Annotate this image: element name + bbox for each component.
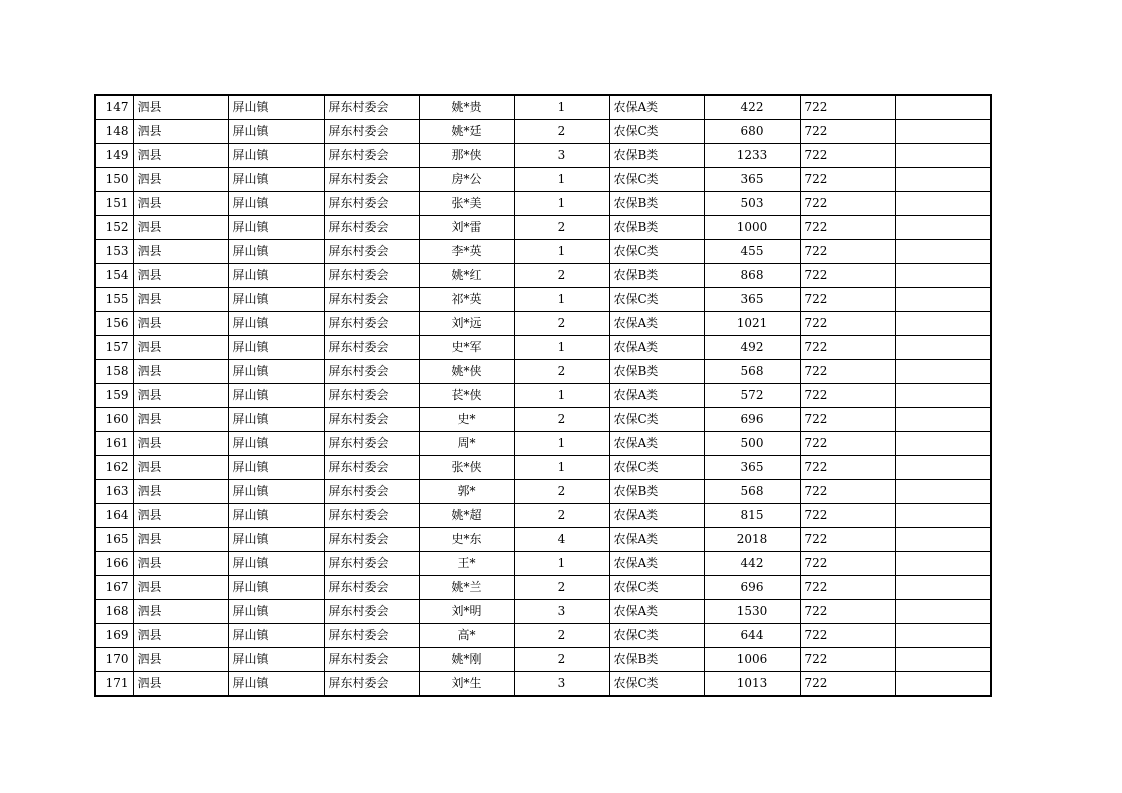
household-count-cell: 1 [514, 168, 609, 192]
row-number-cell: 154 [95, 264, 133, 288]
household-count-cell: 1 [514, 288, 609, 312]
row-number-cell: 155 [95, 288, 133, 312]
town-cell: 屏山镇 [228, 408, 324, 432]
household-count-cell: 2 [514, 480, 609, 504]
village-committee-cell: 屏东村委会 [324, 384, 419, 408]
village-committee-cell: 屏东村委会 [324, 528, 419, 552]
county-cell: 泗县 [133, 95, 228, 120]
village-committee-cell: 屏东村委会 [324, 216, 419, 240]
row-number-cell: 166 [95, 552, 133, 576]
name-cell: 姚*红 [419, 264, 514, 288]
table-body [95, 95, 991, 696]
village-committee-cell: 屏东村委会 [324, 672, 419, 697]
insurance-type-cell: 农保A类 [609, 600, 704, 624]
table-row [95, 144, 991, 168]
name-cell: 那*侠 [419, 144, 514, 168]
insurance-type-cell: 农保C类 [609, 624, 704, 648]
table-row [95, 312, 991, 336]
household-count-cell: 1 [514, 95, 609, 120]
county-cell: 泗县 [133, 168, 228, 192]
village-committee-cell: 屏东村委会 [324, 312, 419, 336]
row-number-cell: 152 [95, 216, 133, 240]
note-cell [895, 95, 991, 120]
standard-cell: 722 [800, 648, 895, 672]
note-cell [895, 624, 991, 648]
standard-cell: 722 [800, 576, 895, 600]
name-cell: 姚*贵 [419, 95, 514, 120]
standard-cell: 722 [800, 432, 895, 456]
insurance-type-cell: 农保B类 [609, 648, 704, 672]
county-cell: 泗县 [133, 360, 228, 384]
table-row [95, 384, 991, 408]
amount-cell: 1000 [704, 216, 800, 240]
village-committee-cell: 屏东村委会 [324, 240, 419, 264]
amount-cell: 696 [704, 408, 800, 432]
standard-cell: 722 [800, 120, 895, 144]
household-count-cell: 2 [514, 408, 609, 432]
row-number-cell: 157 [95, 336, 133, 360]
amount-cell: 365 [704, 456, 800, 480]
standard-cell: 722 [800, 264, 895, 288]
amount-cell: 644 [704, 624, 800, 648]
standard-cell: 722 [800, 168, 895, 192]
town-cell: 屏山镇 [228, 240, 324, 264]
household-count-cell: 1 [514, 336, 609, 360]
standard-cell: 722 [800, 624, 895, 648]
note-cell [895, 432, 991, 456]
household-count-cell: 2 [514, 312, 609, 336]
table-row [95, 120, 991, 144]
insurance-type-cell: 农保C类 [609, 240, 704, 264]
village-committee-cell: 屏东村委会 [324, 480, 419, 504]
name-cell: 张*侠 [419, 456, 514, 480]
name-cell: 姚*刚 [419, 648, 514, 672]
note-cell [895, 216, 991, 240]
county-cell: 泗县 [133, 504, 228, 528]
household-count-cell: 1 [514, 456, 609, 480]
row-number-cell: 168 [95, 600, 133, 624]
name-cell: 刘*雷 [419, 216, 514, 240]
name-cell: 史*军 [419, 336, 514, 360]
standard-cell: 722 [800, 672, 895, 697]
standard-cell: 722 [800, 528, 895, 552]
county-cell: 泗县 [133, 336, 228, 360]
table-row [95, 672, 991, 697]
county-cell: 泗县 [133, 576, 228, 600]
row-number-cell: 150 [95, 168, 133, 192]
town-cell: 屏山镇 [228, 360, 324, 384]
table-row [95, 504, 991, 528]
note-cell [895, 288, 991, 312]
data-table [94, 94, 992, 697]
standard-cell: 722 [800, 95, 895, 120]
standard-cell: 722 [800, 384, 895, 408]
table-row [95, 288, 991, 312]
row-number-cell: 165 [95, 528, 133, 552]
village-committee-cell: 屏东村委会 [324, 624, 419, 648]
town-cell: 屏山镇 [228, 600, 324, 624]
amount-cell: 868 [704, 264, 800, 288]
county-cell: 泗县 [133, 552, 228, 576]
town-cell: 屏山镇 [228, 624, 324, 648]
household-count-cell: 1 [514, 552, 609, 576]
table-row [95, 480, 991, 504]
table-row [95, 648, 991, 672]
household-count-cell: 2 [514, 264, 609, 288]
name-cell: 史* [419, 408, 514, 432]
name-cell: 姚*侠 [419, 360, 514, 384]
town-cell: 屏山镇 [228, 528, 324, 552]
amount-cell: 455 [704, 240, 800, 264]
town-cell: 屏山镇 [228, 312, 324, 336]
amount-cell: 680 [704, 120, 800, 144]
note-cell [895, 144, 991, 168]
county-cell: 泗县 [133, 120, 228, 144]
row-number-cell: 153 [95, 240, 133, 264]
village-committee-cell: 屏东村委会 [324, 192, 419, 216]
table-row [95, 264, 991, 288]
town-cell: 屏山镇 [228, 216, 324, 240]
name-cell: 高* [419, 624, 514, 648]
name-cell: 苌*侠 [419, 384, 514, 408]
table-row [95, 192, 991, 216]
amount-cell: 1006 [704, 648, 800, 672]
amount-cell: 1233 [704, 144, 800, 168]
household-count-cell: 2 [514, 576, 609, 600]
note-cell [895, 384, 991, 408]
insurance-type-cell: 农保C类 [609, 168, 704, 192]
town-cell: 屏山镇 [228, 504, 324, 528]
name-cell: 姚*廷 [419, 120, 514, 144]
town-cell: 屏山镇 [228, 168, 324, 192]
row-number-cell: 162 [95, 456, 133, 480]
town-cell: 屏山镇 [228, 432, 324, 456]
insurance-type-cell: 农保B类 [609, 192, 704, 216]
county-cell: 泗县 [133, 264, 228, 288]
village-committee-cell: 屏东村委会 [324, 360, 419, 384]
insurance-type-cell: 农保C类 [609, 408, 704, 432]
name-cell: 姚*兰 [419, 576, 514, 600]
row-number-cell: 161 [95, 432, 133, 456]
insurance-type-cell: 农保A类 [609, 504, 704, 528]
county-cell: 泗县 [133, 216, 228, 240]
insurance-type-cell: 农保A类 [609, 552, 704, 576]
town-cell: 屏山镇 [228, 456, 324, 480]
row-number-cell: 156 [95, 312, 133, 336]
amount-cell: 696 [704, 576, 800, 600]
town-cell: 屏山镇 [228, 672, 324, 697]
row-number-cell: 148 [95, 120, 133, 144]
town-cell: 屏山镇 [228, 95, 324, 120]
village-committee-cell: 屏东村委会 [324, 144, 419, 168]
amount-cell: 503 [704, 192, 800, 216]
note-cell [895, 600, 991, 624]
insurance-type-cell: 农保A类 [609, 384, 704, 408]
amount-cell: 568 [704, 360, 800, 384]
standard-cell: 722 [800, 600, 895, 624]
household-count-cell: 1 [514, 384, 609, 408]
insurance-type-cell: 农保A类 [609, 336, 704, 360]
standard-cell: 722 [800, 288, 895, 312]
note-cell [895, 360, 991, 384]
table-row [95, 624, 991, 648]
town-cell: 屏山镇 [228, 264, 324, 288]
amount-cell: 1530 [704, 600, 800, 624]
row-number-cell: 169 [95, 624, 133, 648]
row-number-cell: 164 [95, 504, 133, 528]
village-committee-cell: 屏东村委会 [324, 168, 419, 192]
standard-cell: 722 [800, 336, 895, 360]
town-cell: 屏山镇 [228, 384, 324, 408]
insurance-type-cell: 农保B类 [609, 264, 704, 288]
table-row [95, 600, 991, 624]
insurance-type-cell: 农保A类 [609, 95, 704, 120]
row-number-cell: 170 [95, 648, 133, 672]
county-cell: 泗县 [133, 240, 228, 264]
insurance-type-cell: 农保C类 [609, 576, 704, 600]
village-committee-cell: 屏东村委会 [324, 456, 419, 480]
standard-cell: 722 [800, 552, 895, 576]
insurance-type-cell: 农保C类 [609, 672, 704, 697]
household-count-cell: 1 [514, 192, 609, 216]
county-cell: 泗县 [133, 144, 228, 168]
household-count-cell: 3 [514, 144, 609, 168]
village-committee-cell: 屏东村委会 [324, 408, 419, 432]
insurance-type-cell: 农保A类 [609, 312, 704, 336]
village-committee-cell: 屏东村委会 [324, 288, 419, 312]
household-count-cell: 2 [514, 648, 609, 672]
county-cell: 泗县 [133, 312, 228, 336]
name-cell: 郭* [419, 480, 514, 504]
village-committee-cell: 屏东村委会 [324, 576, 419, 600]
note-cell [895, 480, 991, 504]
name-cell: 刘*远 [419, 312, 514, 336]
name-cell: 张*美 [419, 192, 514, 216]
note-cell [895, 408, 991, 432]
standard-cell: 722 [800, 216, 895, 240]
amount-cell: 2018 [704, 528, 800, 552]
village-committee-cell: 屏东村委会 [324, 336, 419, 360]
row-number-cell: 151 [95, 192, 133, 216]
insurance-type-cell: 农保A类 [609, 432, 704, 456]
table-row [95, 336, 991, 360]
note-cell [895, 528, 991, 552]
village-committee-cell: 屏东村委会 [324, 432, 419, 456]
table-row [95, 432, 991, 456]
household-count-cell: 1 [514, 432, 609, 456]
household-count-cell: 4 [514, 528, 609, 552]
note-cell [895, 312, 991, 336]
household-count-cell: 3 [514, 672, 609, 697]
standard-cell: 722 [800, 480, 895, 504]
note-cell [895, 552, 991, 576]
insurance-type-cell: 农保B类 [609, 360, 704, 384]
standard-cell: 722 [800, 240, 895, 264]
county-cell: 泗县 [133, 456, 228, 480]
standard-cell: 722 [800, 360, 895, 384]
insurance-type-cell: 农保B类 [609, 216, 704, 240]
amount-cell: 815 [704, 504, 800, 528]
row-number-cell: 167 [95, 576, 133, 600]
name-cell: 刘*生 [419, 672, 514, 697]
amount-cell: 1021 [704, 312, 800, 336]
table-row [95, 168, 991, 192]
table-row [95, 408, 991, 432]
note-cell [895, 168, 991, 192]
town-cell: 屏山镇 [228, 552, 324, 576]
village-committee-cell: 屏东村委会 [324, 264, 419, 288]
name-cell: 李*英 [419, 240, 514, 264]
row-number-cell: 163 [95, 480, 133, 504]
household-count-cell: 3 [514, 600, 609, 624]
standard-cell: 722 [800, 408, 895, 432]
standard-cell: 722 [800, 312, 895, 336]
town-cell: 屏山镇 [228, 480, 324, 504]
town-cell: 屏山镇 [228, 144, 324, 168]
note-cell [895, 648, 991, 672]
county-cell: 泗县 [133, 288, 228, 312]
name-cell: 王* [419, 552, 514, 576]
row-number-cell: 171 [95, 672, 133, 697]
household-count-cell: 2 [514, 360, 609, 384]
note-cell [895, 264, 991, 288]
amount-cell: 492 [704, 336, 800, 360]
household-count-cell: 2 [514, 120, 609, 144]
amount-cell: 568 [704, 480, 800, 504]
amount-cell: 500 [704, 432, 800, 456]
note-cell [895, 336, 991, 360]
standard-cell: 722 [800, 456, 895, 480]
county-cell: 泗县 [133, 432, 228, 456]
table-row [95, 456, 991, 480]
county-cell: 泗县 [133, 672, 228, 697]
amount-cell: 365 [704, 288, 800, 312]
county-cell: 泗县 [133, 192, 228, 216]
note-cell [895, 240, 991, 264]
table-row [95, 552, 991, 576]
note-cell [895, 672, 991, 697]
insurance-type-cell: 农保C类 [609, 120, 704, 144]
name-cell: 姚*超 [419, 504, 514, 528]
household-count-cell: 2 [514, 504, 609, 528]
town-cell: 屏山镇 [228, 576, 324, 600]
town-cell: 屏山镇 [228, 648, 324, 672]
insurance-type-cell: 农保B类 [609, 480, 704, 504]
household-count-cell: 2 [514, 624, 609, 648]
county-cell: 泗县 [133, 480, 228, 504]
county-cell: 泗县 [133, 528, 228, 552]
amount-cell: 422 [704, 95, 800, 120]
document-page [94, 94, 990, 697]
county-cell: 泗县 [133, 624, 228, 648]
county-cell: 泗县 [133, 600, 228, 624]
village-committee-cell: 屏东村委会 [324, 552, 419, 576]
row-number-cell: 160 [95, 408, 133, 432]
village-committee-cell: 屏东村委会 [324, 95, 419, 120]
standard-cell: 722 [800, 144, 895, 168]
insurance-type-cell: 农保B类 [609, 144, 704, 168]
name-cell: 刘*明 [419, 600, 514, 624]
household-count-cell: 1 [514, 240, 609, 264]
insurance-type-cell: 农保C类 [609, 288, 704, 312]
town-cell: 屏山镇 [228, 336, 324, 360]
household-count-cell: 2 [514, 216, 609, 240]
table-row [95, 360, 991, 384]
village-committee-cell: 屏东村委会 [324, 504, 419, 528]
table-row [95, 216, 991, 240]
county-cell: 泗县 [133, 384, 228, 408]
name-cell: 史*东 [419, 528, 514, 552]
town-cell: 屏山镇 [228, 288, 324, 312]
standard-cell: 722 [800, 192, 895, 216]
name-cell: 祁*英 [419, 288, 514, 312]
table-row [95, 95, 991, 120]
row-number-cell: 147 [95, 95, 133, 120]
village-committee-cell: 屏东村委会 [324, 120, 419, 144]
insurance-type-cell: 农保A类 [609, 528, 704, 552]
amount-cell: 572 [704, 384, 800, 408]
name-cell: 房*公 [419, 168, 514, 192]
table-row [95, 240, 991, 264]
note-cell [895, 504, 991, 528]
table-row [95, 576, 991, 600]
county-cell: 泗县 [133, 648, 228, 672]
town-cell: 屏山镇 [228, 192, 324, 216]
note-cell [895, 120, 991, 144]
town-cell: 屏山镇 [228, 120, 324, 144]
row-number-cell: 159 [95, 384, 133, 408]
insurance-type-cell: 农保C类 [609, 456, 704, 480]
note-cell [895, 192, 991, 216]
village-committee-cell: 屏东村委会 [324, 648, 419, 672]
table-row [95, 528, 991, 552]
amount-cell: 1013 [704, 672, 800, 697]
standard-cell: 722 [800, 504, 895, 528]
amount-cell: 442 [704, 552, 800, 576]
name-cell: 周* [419, 432, 514, 456]
note-cell [895, 576, 991, 600]
amount-cell: 365 [704, 168, 800, 192]
row-number-cell: 158 [95, 360, 133, 384]
row-number-cell: 149 [95, 144, 133, 168]
note-cell [895, 456, 991, 480]
village-committee-cell: 屏东村委会 [324, 600, 419, 624]
county-cell: 泗县 [133, 408, 228, 432]
